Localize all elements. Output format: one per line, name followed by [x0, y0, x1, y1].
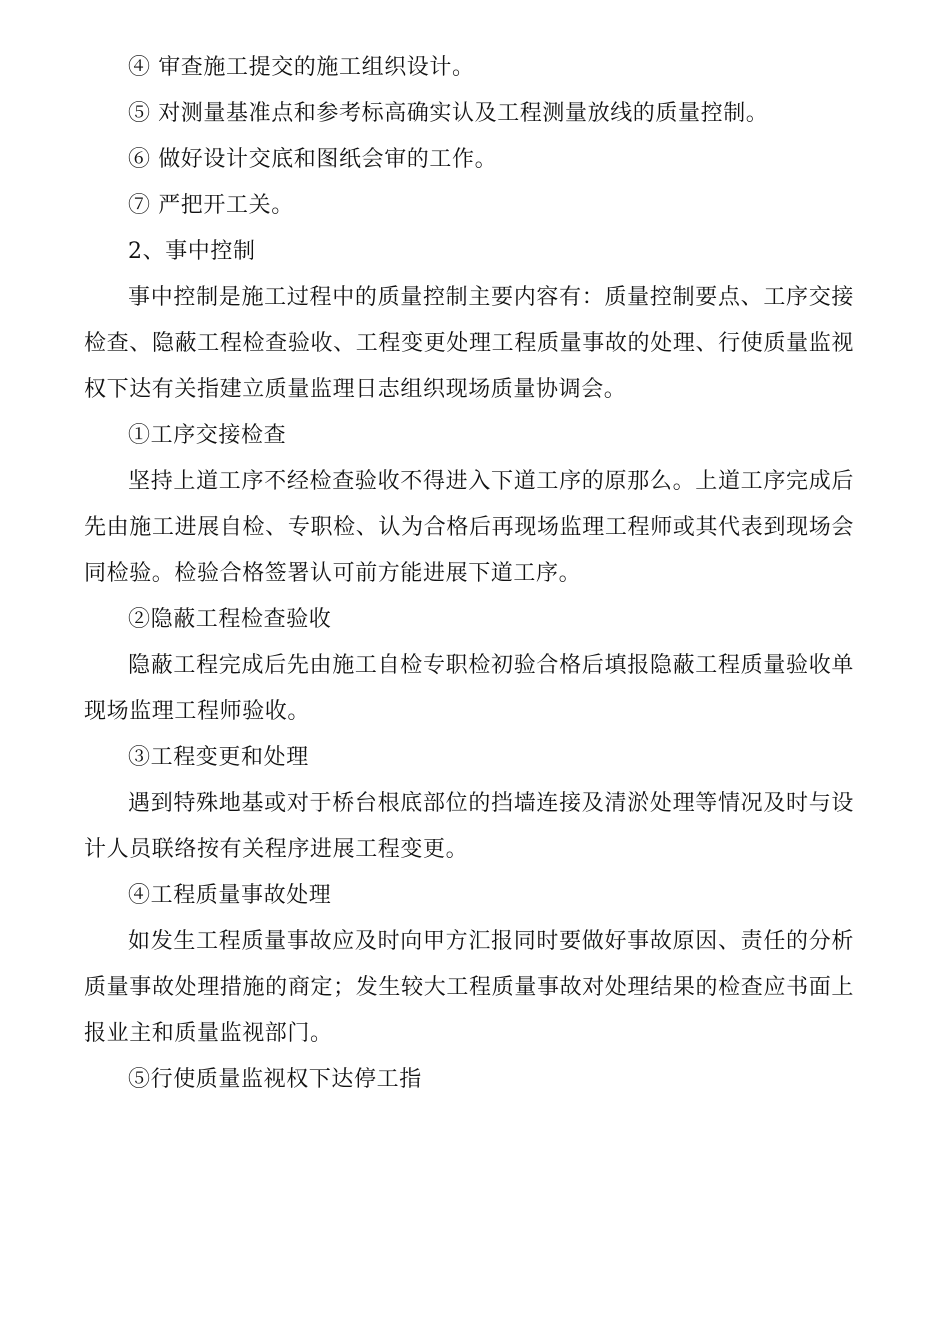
section-heading: 2、事中控制	[128, 239, 256, 264]
paragraph: 坚持上道工序不经检查验收不得进入下道工序的原那么。上道工序完成后先由施工进展自检、专职检、认为合格后再现场监理工程师或其代表到现场会同检验。检验合格签署认可前方能进展下道工序。	[84, 469, 854, 586]
document-body	[84, 45, 854, 1103]
list-item: ⑤ 对测量基准点和参考标高确实认及工程测量放线的质量控制。	[128, 101, 769, 126]
subsection-heading: ①工序交接检查	[128, 423, 287, 448]
paragraph: 遇到特殊地基或对于桥台根底部位的挡墙连接及清淤处理等情况及时与设计人员联络按有关程序进展工程变更。	[84, 791, 854, 862]
subsection-heading: ④工程质量事故处理	[128, 883, 332, 908]
subsection-heading: ②隐蔽工程检查验收	[128, 607, 332, 632]
subsection-heading: ③工程变更和处理	[128, 745, 309, 770]
list-item: ④ 审查施工提交的施工组织设计。	[128, 55, 475, 80]
paragraph: 事中控制是施工过程中的质量控制主要内容有：质量控制要点、工序交接检查、隐蔽工程检查验收、工程变更处理工程质量事故的处理、行使质量监视权下达有关指建立质量监理日志组织现场质量协调会。	[84, 285, 854, 402]
paragraph: 如发生工程质量事故应及时向甲方汇报同时要做好事故原因、责任的分析质量事故处理措施的商定；发生较大工程质量事故对处理结果的检查应书面上报业主和质量监视部门。	[84, 929, 854, 1046]
subsection-heading: ⑤行使质量监视权下达停工指	[128, 1067, 422, 1092]
paragraph: 隐蔽工程完成后先由施工自检专职检初验合格后填报隐蔽工程质量验收单现场监理工程师验收。	[84, 653, 854, 724]
list-item: ⑦ 严把开工关。	[128, 193, 294, 218]
list-item: ⑥ 做好设计交底和图纸会审的工作。	[128, 147, 498, 172]
